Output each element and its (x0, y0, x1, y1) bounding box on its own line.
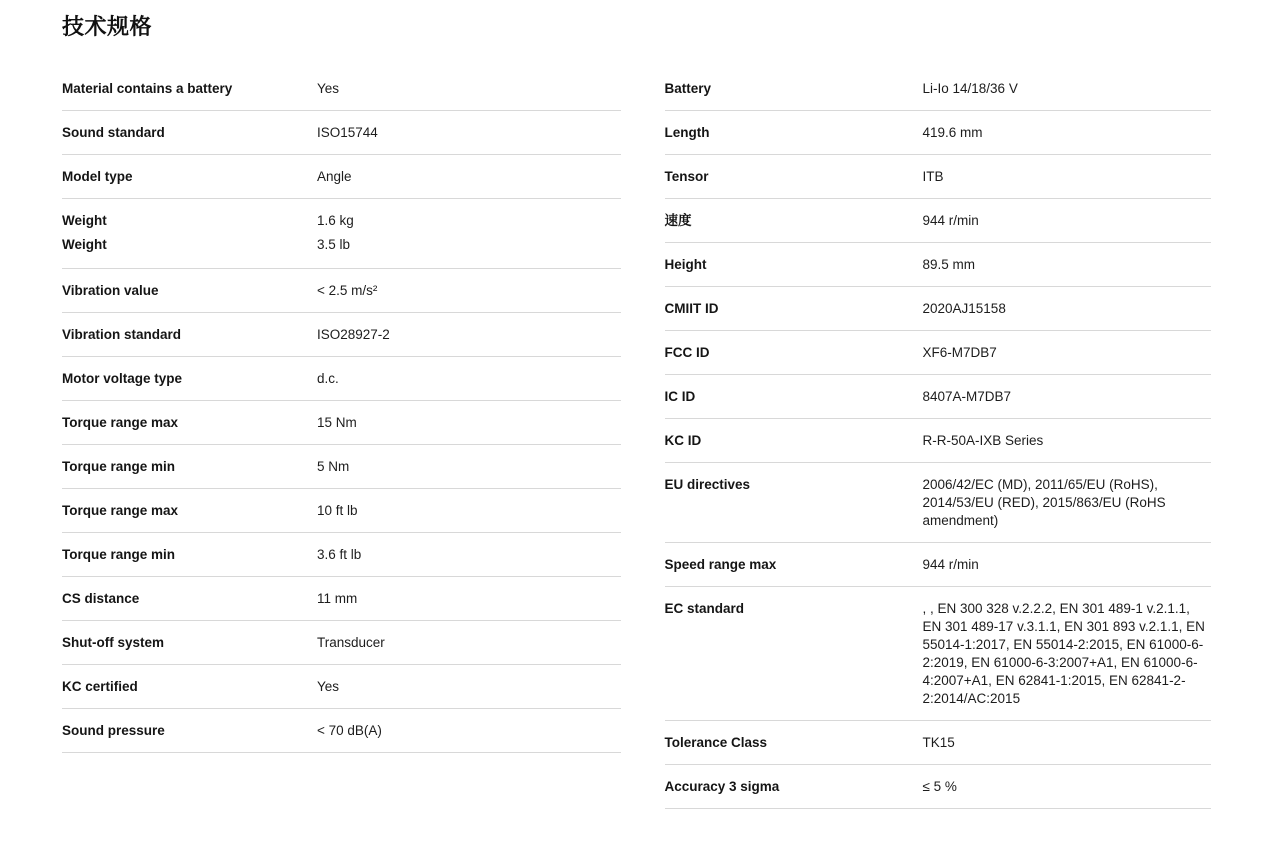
spec-value: 5 Nm (317, 459, 350, 474)
spec-value: Yes (317, 81, 340, 96)
spec-label: Motor voltage type (62, 371, 183, 386)
spec-label: Height (664, 257, 707, 272)
spec-row (665, 765, 1212, 809)
spec-row (62, 313, 621, 357)
spec-value: Li-Io 14/18/36 V (922, 81, 1018, 96)
spec-value: R-R-50A-IXB Series (922, 433, 1044, 448)
spec-label: Vibration value (62, 283, 159, 298)
spec-label: Tensor (664, 169, 709, 184)
spec-row (665, 287, 1212, 331)
spec-label: CMIIT ID (664, 301, 719, 316)
spec-row (665, 331, 1212, 375)
spec-label: Weight (62, 213, 107, 228)
spec-value: ≤ 5 % (922, 779, 957, 794)
spec-row (665, 543, 1212, 587)
spec-label: Material contains a battery (62, 81, 233, 96)
spec-value: XF6-M7DB7 (922, 345, 997, 360)
spec-row (62, 199, 621, 234)
spec-label: Torque range max (62, 415, 179, 430)
spec-row (665, 721, 1212, 765)
spec-value: 11 mm (317, 591, 358, 606)
spec-value: d.c. (317, 371, 339, 386)
spec-value: < 70 dB(A) (317, 723, 382, 738)
spec-label: Torque range max (62, 503, 179, 518)
spec-value: 944 r/min (922, 213, 979, 228)
spec-row (62, 621, 621, 665)
spec-row (665, 67, 1212, 111)
spec-row (62, 709, 621, 753)
spec-label: EU directives (664, 477, 751, 492)
spec-label: EC standard (664, 601, 745, 616)
spec-row (665, 111, 1212, 155)
spec-label: IC ID (664, 389, 696, 404)
spec-label: Battery (664, 81, 712, 96)
spec-label: CS distance (62, 591, 140, 606)
spec-label: Weight (62, 237, 107, 252)
spec-column-right (637, 67, 1212, 809)
spec-value: , , EN 300 328 v.2.2.2, EN 301 489-1 v.2.1.1, EN 301 489-17 v.3.1.1, EN 301 893 v.2.1.1, EN 55014-1:2017, EN 55014-2:2015, EN 61000-6-2:2019, EN 61000-6-3:2007+A1, EN 61000-6-4:2007+A1, EN 62841-1:2015, EN 62841-2-2:2014/AC:2015 (922, 601, 1205, 706)
spec-value: 419.6 mm (922, 125, 983, 140)
spec-label: Length (664, 125, 710, 140)
spec-value: Transducer (317, 635, 385, 650)
spec-row (62, 67, 621, 111)
spec-row (665, 155, 1212, 199)
spec-value: 2020AJ15158 (922, 301, 1006, 316)
spec-column-left (62, 67, 637, 809)
spec-label: KC certified (62, 679, 138, 694)
spec-row (62, 155, 621, 199)
spec-value: Yes (317, 679, 340, 694)
spec-row (62, 269, 621, 313)
spec-row (665, 243, 1212, 287)
spec-value: ISO15744 (317, 125, 378, 140)
spec-row (665, 199, 1212, 243)
spec-value: 1.6 kg (317, 213, 354, 228)
spec-value: TK15 (922, 735, 955, 750)
spec-value: 10 ft lb (317, 503, 358, 518)
spec-label: Tolerance Class (664, 735, 768, 750)
spec-row (665, 375, 1212, 419)
spec-value: 2006/42/EC (MD), 2011/65/EU (RoHS), 2014/53/EU (RED), 2015/863/EU (RoHS amendment) (922, 477, 1166, 528)
spec-value: 15 Nm (317, 415, 357, 430)
spec-label: Model type (62, 169, 133, 184)
spec-row (62, 665, 621, 709)
spec-label: Sound pressure (62, 723, 165, 738)
spec-label: Torque range min (62, 547, 176, 562)
spec-row (665, 587, 1212, 721)
spec-label: FCC ID (664, 345, 710, 360)
spec-row (62, 401, 621, 445)
spec-label: Shut-off system (62, 635, 165, 650)
spec-row (62, 577, 621, 621)
spec-row (62, 533, 621, 577)
spec-label: Sound standard (62, 125, 165, 140)
spec-value: 8407A-M7DB7 (922, 389, 1012, 404)
spec-label: Torque range min (62, 459, 176, 474)
spec-value: 3.6 ft lb (317, 547, 362, 562)
page-title: 技术规格 (62, 14, 153, 39)
spec-columns (50, 67, 1223, 809)
spec-value: Angle (317, 169, 352, 184)
spec-row (62, 357, 621, 401)
spec-label: Accuracy 3 sigma (664, 779, 780, 794)
spec-value: ITB (922, 169, 944, 184)
spec-row (62, 234, 621, 269)
spec-row (62, 111, 621, 155)
spec-row (62, 445, 621, 489)
spec-value: 944 r/min (922, 557, 979, 572)
spec-value: ISO28927-2 (317, 327, 390, 342)
spec-label: Vibration standard (62, 327, 182, 342)
spec-row (62, 489, 621, 533)
spec-value: < 2.5 m/s² (317, 283, 378, 298)
spec-row (665, 463, 1212, 543)
spec-value: 3.5 lb (317, 237, 351, 252)
spec-label: 速度 (664, 213, 692, 228)
spec-label: KC ID (664, 433, 702, 448)
spec-label: Speed range max (664, 557, 777, 572)
spec-value: 89.5 mm (922, 257, 976, 272)
spec-row (665, 419, 1212, 463)
